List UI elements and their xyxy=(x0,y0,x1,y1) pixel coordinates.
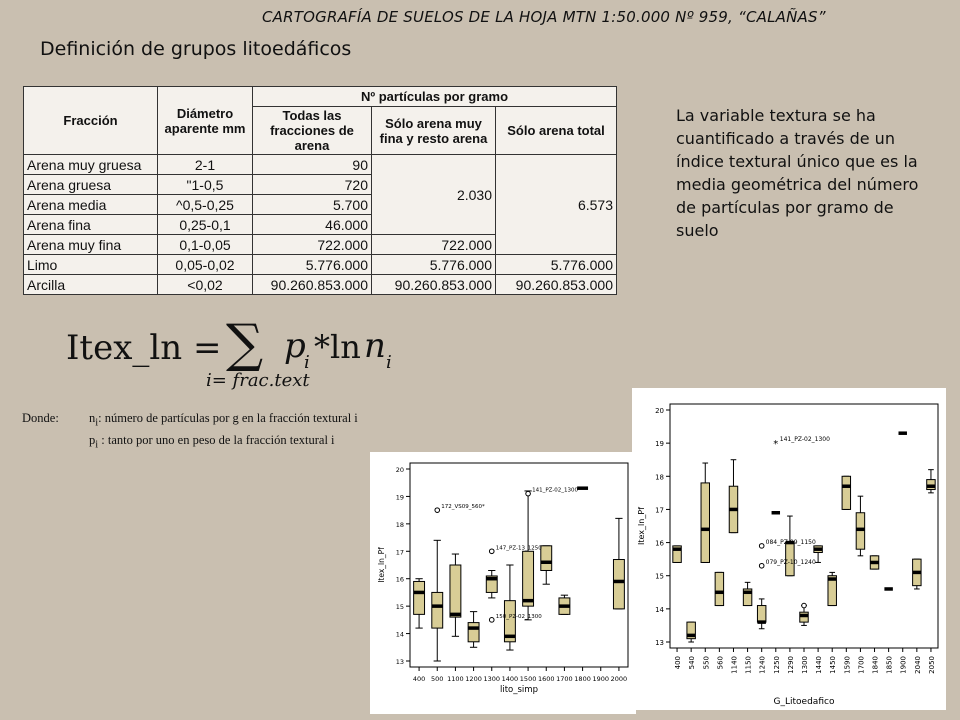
box xyxy=(523,551,534,606)
y-tick-label: 15 xyxy=(395,603,404,612)
cell-fraccion: Arena muy gruesa xyxy=(24,155,158,175)
x-tick-label: 1500 xyxy=(519,675,537,683)
x-tick-label: 550 xyxy=(702,656,711,670)
cell-fraccion: Arcilla xyxy=(24,275,158,295)
x-tick-label: 1300 xyxy=(801,656,809,674)
cell-diametro: 0,1-0,05 xyxy=(158,235,253,255)
box xyxy=(432,592,443,628)
x-tick-label: 1240 xyxy=(758,656,767,674)
box xyxy=(541,546,552,571)
n-symbol: n xyxy=(89,411,96,425)
cell-todas: 722.000 xyxy=(253,235,372,255)
plot-frame xyxy=(410,463,628,667)
box xyxy=(701,483,709,563)
x-tick-label: 560 xyxy=(716,656,725,670)
fractions-table xyxy=(23,86,617,295)
cell-todas: 5.776.000 xyxy=(253,255,372,275)
cell-solo-total: 90.260.853.000 xyxy=(496,275,617,295)
p-text: : tanto por uno en peso de la fracción textural i xyxy=(98,433,335,447)
y-axis-label: Itex_ln_Pf xyxy=(637,507,646,545)
n-text: : número de partículas por g en la fracción textural i xyxy=(98,411,358,425)
box xyxy=(613,560,624,609)
y-tick-label: 14 xyxy=(655,605,664,614)
x-tick-label: 1700 xyxy=(857,656,866,674)
outlier-point xyxy=(435,508,440,513)
page-header: CARTOGRAFÍA DE SUELOS DE LA HOJA MTN 1:50.000 Nº 959, “CALAÑAS” xyxy=(262,8,826,26)
outlier-label: 084_PZ-09_1150 xyxy=(765,538,816,546)
outlier-point xyxy=(526,491,531,496)
box xyxy=(757,606,765,623)
p-symbol: p xyxy=(89,433,96,447)
formula-p: p xyxy=(284,326,306,366)
donde-label: Donde: xyxy=(22,411,59,425)
y-tick-label: 18 xyxy=(655,473,664,482)
cell-diametro: "1-0,5 xyxy=(158,175,253,195)
x-tick-label: 1300 xyxy=(483,675,501,683)
cell-todas: 720 xyxy=(253,175,372,195)
formula-sum-symbol: ∑ xyxy=(226,314,264,374)
table-row xyxy=(24,255,617,275)
y-tick-label: 20 xyxy=(395,466,404,474)
section-title: Definición de grupos litoedáficos xyxy=(40,38,352,60)
x-axis-label: G_Litoedafico xyxy=(773,697,835,707)
cell-solo-muy-fina: 90.260.853.000 xyxy=(372,275,496,295)
x-tick-label: 1590 xyxy=(843,656,852,674)
y-tick-label: 15 xyxy=(655,572,664,581)
x-tick-label: 1850 xyxy=(885,656,894,674)
col-header-fraccion: Fracción xyxy=(24,87,158,155)
x-tick-label: 2040 xyxy=(913,656,922,674)
table-row xyxy=(24,275,617,295)
cell-solo-muy-fina: 5.776.000 xyxy=(372,255,496,275)
y-tick-label: 20 xyxy=(655,407,664,415)
x-axis-label: lito_simp xyxy=(500,685,538,695)
table-row xyxy=(24,155,617,175)
x-tick-label: 1840 xyxy=(871,656,880,674)
col-header-diametro: Diámetro aparente mm xyxy=(158,87,253,155)
cell-diametro: 0,25-0,1 xyxy=(158,215,253,235)
formula xyxy=(66,314,426,394)
cell-todas: 90.260.853.000 xyxy=(253,275,372,295)
cell-todas: 5.700 xyxy=(253,195,372,215)
cell-todas: 46.000 xyxy=(253,215,372,235)
x-tick-label: 1440 xyxy=(815,656,824,674)
x-tick-label: 1250 xyxy=(772,656,781,674)
box xyxy=(842,476,850,509)
x-tick-label: 1800 xyxy=(574,675,591,683)
outlier-point xyxy=(759,563,764,568)
cell-fraccion: Arena media xyxy=(24,195,158,215)
cell-diametro: 2-1 xyxy=(158,155,253,175)
y-tick-label: 14 xyxy=(395,630,404,639)
cell-merged-total: 6.573 xyxy=(496,155,617,255)
group-header: Nº partículas por gramo xyxy=(253,87,617,107)
y-tick-label: 13 xyxy=(655,639,664,647)
outlier-star: * xyxy=(773,439,779,451)
col-header-todas: Todas las fracciones de arena xyxy=(253,107,372,155)
cell-diametro: ^0,5-0,25 xyxy=(158,195,253,215)
x-tick-label: 1140 xyxy=(730,656,739,674)
formula-p-sub: i xyxy=(304,352,310,373)
col-header-solo-muy-fina: Sólo arena muy fina y resto arena xyxy=(372,107,496,155)
outlier-point xyxy=(759,544,764,549)
y-tick-label: 16 xyxy=(655,539,664,548)
y-tick-label: 18 xyxy=(395,520,404,529)
cell-solo-muy-fina: 722.000 xyxy=(372,235,496,255)
formula-n-sub: i xyxy=(386,352,392,373)
boxplot-lito-simp xyxy=(370,452,636,714)
x-tick-label: 1150 xyxy=(744,656,753,674)
x-tick-label: 1600 xyxy=(537,675,555,683)
outlier-point xyxy=(802,603,807,608)
cell-fraccion: Arena gruesa xyxy=(24,175,158,195)
cell-merged-muy-fina: 2.030 xyxy=(372,155,496,235)
box xyxy=(450,565,461,617)
outlier-label: 079_PZ-10_1240 xyxy=(765,558,816,566)
boxplot-lito-simp-svg xyxy=(370,452,636,714)
x-tick-label: 2050 xyxy=(927,656,936,674)
box xyxy=(715,572,723,605)
x-tick-label: 400 xyxy=(412,675,426,683)
y-tick-label: 19 xyxy=(395,493,404,502)
outlier-point xyxy=(489,549,494,554)
cell-fraccion: Limo xyxy=(24,255,158,275)
x-tick-label: 1900 xyxy=(592,675,610,683)
x-tick-label: 1900 xyxy=(899,656,908,674)
outlier-label: 141_PZ-02_1300 xyxy=(532,487,579,494)
x-tick-label: 400 xyxy=(674,656,683,670)
outlier-label: 141_PZ-02_1300 xyxy=(779,436,830,444)
formula-lhs: Itex_ln = xyxy=(66,328,222,368)
cell-solo-total: 5.776.000 xyxy=(496,255,617,275)
box xyxy=(468,623,479,642)
formula-n: n xyxy=(364,326,386,366)
y-tick-label: 13 xyxy=(395,658,404,666)
formula-under: i= frac.text xyxy=(206,370,310,391)
x-tick-label: 1700 xyxy=(556,675,573,683)
x-tick-label: 1100 xyxy=(447,675,464,683)
x-tick-label: 1290 xyxy=(786,656,795,674)
x-tick-label: 500 xyxy=(431,675,444,683)
formula-mult-ln: *ln xyxy=(314,328,361,366)
cell-diametro: <0,02 xyxy=(158,275,253,295)
y-tick-label: 17 xyxy=(655,506,664,515)
outlier-label: 172_VS09_560* xyxy=(441,504,485,511)
outlier-point xyxy=(489,618,494,623)
cell-fraccion: Arena fina xyxy=(24,215,158,235)
y-tick-label: 16 xyxy=(395,575,404,584)
x-tick-label: 540 xyxy=(688,656,697,670)
cell-diametro: 0,05-0,02 xyxy=(158,255,253,275)
x-tick-label: 1400 xyxy=(501,675,519,683)
y-axis-label: Itex_ln_Pf xyxy=(377,547,386,583)
x-tick-label: 2000 xyxy=(610,675,628,683)
y-tick-label: 17 xyxy=(395,548,404,557)
boxplot-g-litoedafico-svg xyxy=(632,388,946,710)
outlier-label: 150_PZ-02_1300 xyxy=(495,613,542,620)
outlier-label: 147_PZ-13_1250 xyxy=(495,545,542,552)
p-sub: i xyxy=(95,439,99,451)
n-sub: i xyxy=(95,417,99,429)
x-tick-label: 1450 xyxy=(829,656,838,674)
y-tick-label: 19 xyxy=(655,440,664,449)
x-tick-label: 1200 xyxy=(465,675,482,683)
col-header-solo-total: Sólo arena total xyxy=(496,107,617,155)
cell-fraccion: Arena muy fina xyxy=(24,235,158,255)
p-definition xyxy=(89,430,335,456)
cell-todas: 90 xyxy=(253,155,372,175)
explanation-text: La variable textura se ha cuantificado a través de un índice textural único que es la media geométrica del número de partículas por gramo de suelo xyxy=(676,106,919,240)
box xyxy=(414,581,425,614)
boxplot-g-litoedafico xyxy=(632,388,946,710)
